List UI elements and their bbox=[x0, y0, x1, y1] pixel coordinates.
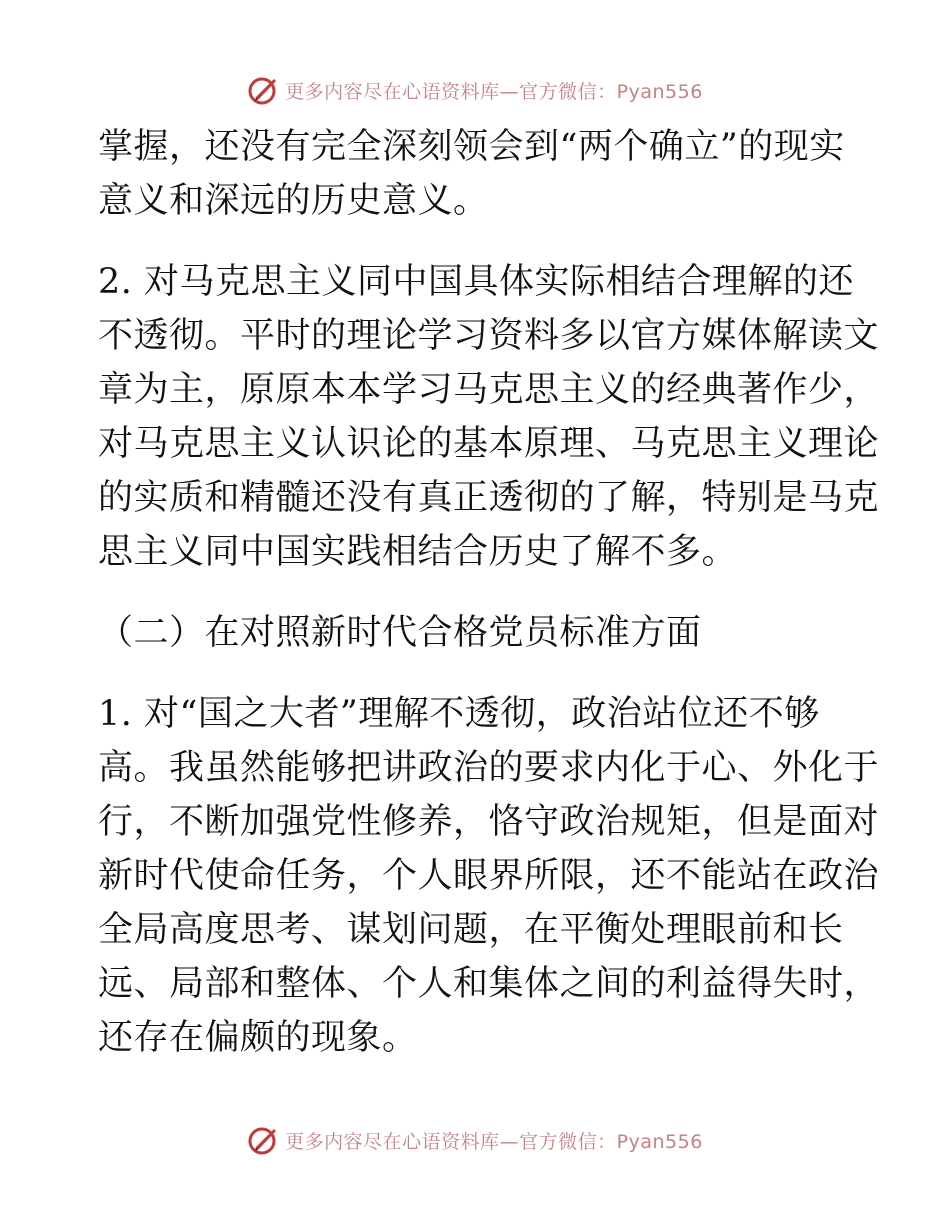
paragraph-2 bbox=[98, 255, 880, 579]
text-line: 高。我虽然能够把讲政治的要求内化于心、外化于 bbox=[98, 748, 880, 788]
paragraph-3 bbox=[98, 687, 880, 1065]
watermark-text: 更多内容尽在心语资料库—官方微信：Pyan556 bbox=[285, 80, 703, 103]
quill-logo-icon bbox=[247, 74, 279, 106]
section-heading bbox=[98, 606, 850, 660]
heading-line: （二）在对照新时代合格党员标准方面 bbox=[98, 613, 702, 653]
text-line: 远、局部和整体、个人和集体之间的利益得失时， bbox=[98, 964, 880, 1004]
text-line: 意义和深远的历史意义。 bbox=[98, 181, 489, 221]
paragraph-1 bbox=[98, 120, 850, 228]
text-line: 对马克思主义认识论的基本原理、马克思主义理论 bbox=[98, 424, 880, 464]
text-line: 新时代使命任务，个人眼界所限，还不能站在政治 bbox=[98, 856, 880, 896]
watermark-footer bbox=[0, 1120, 950, 1160]
text-line: 行，不断加强党性修养，恪守政治规矩，但是面对 bbox=[98, 802, 880, 842]
text-line: 掌握，还没有完全深刻领会到“两个确立”的现实 bbox=[98, 127, 845, 167]
watermark-text: 更多内容尽在心语资料库—官方微信：Pyan556 bbox=[285, 1130, 703, 1153]
text-line: 2. 对马克思主义同中国具体实际相结合理解的还 bbox=[98, 262, 855, 302]
text-line: 还存在偏颇的现象。 bbox=[98, 1018, 418, 1058]
text-line: 章为主，原原本本学习马克思主义的经典著作少， bbox=[98, 370, 880, 410]
document-body bbox=[98, 120, 880, 1092]
quill-logo-icon bbox=[247, 1124, 279, 1156]
text-line: 全局高度思考、谋划问题，在平衡处理眼前和长 bbox=[98, 910, 844, 950]
watermark-header bbox=[0, 70, 950, 110]
text-line: 1. 对“国之大者”理解不透彻，政治站位还不够 bbox=[98, 694, 820, 734]
text-line: 思主义同中国实践相结合历史了解不多。 bbox=[98, 532, 738, 572]
text-line: 的实质和精髓还没有真正透彻的了解，特别是马克 bbox=[98, 478, 880, 518]
text-line: 不透彻。平时的理论学习资料多以官方媒体解读文 bbox=[98, 316, 880, 356]
